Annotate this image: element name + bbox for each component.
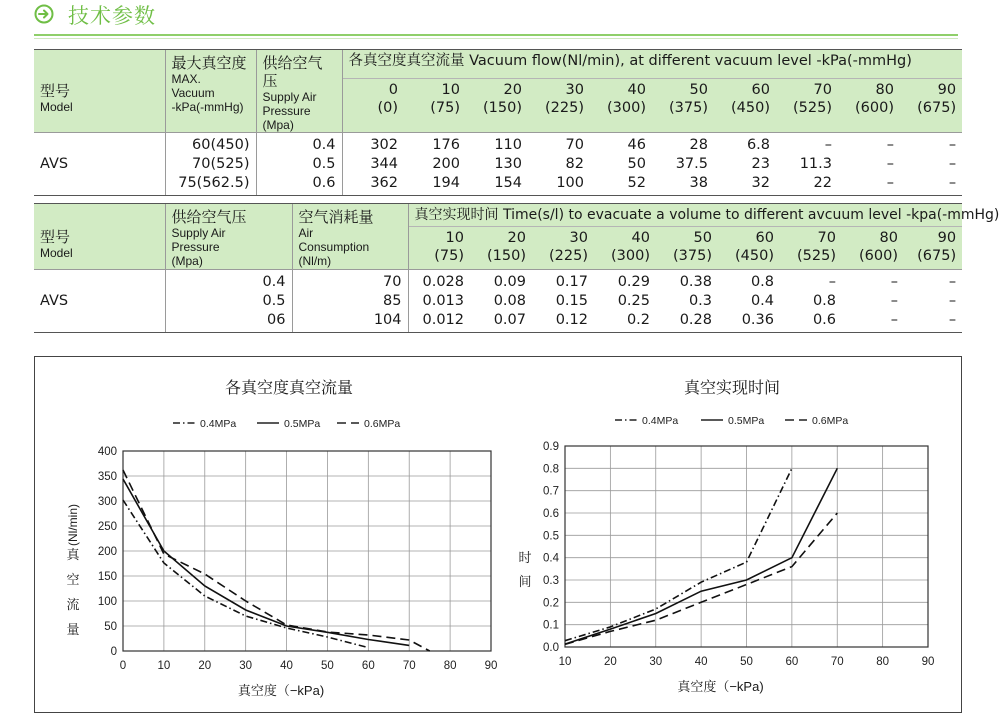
time-value: – [948, 293, 957, 309]
time-value: – [890, 274, 898, 290]
time-value: 0.08 [493, 293, 526, 309]
flow-level-mmhg: (225) [545, 99, 584, 116]
time-level-header-5 [718, 227, 780, 270]
max-vacuum-value: 70(525) [192, 156, 250, 172]
flow-value: – [948, 137, 957, 153]
flow-level-kpa: 0 [388, 81, 398, 98]
time-value: 0.28 [679, 312, 712, 328]
flow-level-header-1 [404, 78, 466, 132]
flow-value: 50 [627, 156, 646, 172]
chart-title: 真空实现时间 [683, 380, 781, 397]
flow-level-mmhg: (375) [669, 99, 708, 116]
max-vacuum-header-en-1: MAX. [171, 72, 201, 86]
time-values-col-8 [904, 270, 962, 333]
time-value: 0.15 [555, 293, 588, 309]
time-value: 0.8 [750, 274, 774, 290]
time-level-mmhg: (300) [611, 248, 650, 264]
flow-level-mmhg: (525) [793, 99, 832, 116]
time-level-kpa: 70 [817, 230, 836, 246]
vacuum-flow-table [34, 49, 962, 196]
time-level-mmhg: (75) [434, 248, 464, 264]
flow-level-kpa: 80 [875, 81, 894, 98]
supply-pressure-value: 0.6 [312, 175, 336, 191]
air-consumption-value: 104 [373, 312, 402, 328]
air-consumption-value: 85 [383, 293, 402, 309]
x-tick-label: 60 [785, 656, 799, 668]
flow-value: – [886, 137, 894, 153]
air-consumption-values [292, 270, 408, 333]
flow-level-header-2 [466, 78, 528, 132]
max-vacuum-value: 60(450) [192, 137, 250, 153]
chart-1 [66, 378, 497, 698]
y-tick-label: 300 [97, 496, 117, 508]
y-tick-label: 0 [110, 646, 117, 658]
x-tick-label: 40 [694, 656, 708, 668]
flow-level-mmhg: (75) [430, 99, 460, 116]
time-level-kpa: 90 [937, 230, 957, 246]
x-tick-label: 50 [321, 660, 334, 672]
time-level-header-2 [532, 227, 594, 270]
max-vacuum-header-en-3: -kPa(-mmHg) [171, 100, 244, 114]
y-tick-label: 0.8 [543, 463, 559, 476]
y-tick-label: 0.3 [543, 575, 559, 587]
time-values-col-3 [594, 270, 656, 333]
flow-value: – [824, 137, 832, 153]
supply-header-en-2-2: Pressure [171, 240, 220, 254]
x-tick-label: 80 [443, 660, 457, 672]
y-axis-label-char: 空 [66, 572, 80, 587]
x-tick-label: 50 [740, 656, 753, 668]
y-axis-label-char: 真 [66, 547, 80, 562]
flow-level-header-9 [900, 78, 962, 132]
supply-pressure-value: 0.4 [312, 137, 336, 153]
flow-level-header-3 [528, 78, 590, 132]
supply-pressure-values [256, 133, 342, 196]
flow-value: 344 [370, 156, 398, 172]
y-tick-label: 0.2 [543, 597, 559, 610]
flow-level-kpa: 40 [627, 81, 646, 98]
max-vacuum-header-en-2: Vacuum [171, 86, 215, 100]
flow-level-header-6 [714, 78, 776, 132]
flow-level-kpa: 70 [813, 81, 832, 98]
time-level-kpa: 40 [631, 230, 650, 246]
y-tick-label: 150 [97, 571, 117, 583]
supply-header-cn: 供给空气压 [262, 54, 323, 90]
time-values-col-7 [842, 270, 904, 333]
flow-value: 46 [627, 137, 646, 153]
arrow-circle-icon [34, 4, 54, 24]
y-axis-unit: (Nl/min) [66, 504, 80, 546]
flow-level-header-0 [342, 78, 404, 132]
model-name-2: AVS [40, 293, 69, 309]
x-tick-label: 30 [649, 656, 663, 668]
model-header-cn: 型号 [40, 82, 71, 100]
y-tick-label: 50 [104, 621, 117, 633]
supply-pressure-value: 06 [267, 312, 286, 328]
max-vacuum-header-cell [165, 50, 256, 133]
supply-header-cell-2 [165, 204, 292, 270]
x-axis-label: 真空度（−kPa) [677, 679, 764, 694]
supply-header-en-1: Supply Air [262, 90, 317, 104]
time-level-header-3 [594, 227, 656, 270]
y-tick-label: 200 [97, 546, 117, 558]
flow-level-mmhg: (0) [377, 99, 398, 116]
time-value: 0.12 [555, 312, 588, 328]
y-axis-label-char: 量 [66, 622, 80, 637]
flow-level-header-7 [776, 78, 838, 132]
time-level-header-1 [470, 227, 532, 270]
flow-level-header-4 [590, 78, 652, 132]
supply-pressure-values-2 [165, 270, 292, 333]
flow-values-col-4 [590, 133, 652, 196]
flow-level-mmhg: (675) [917, 99, 957, 116]
supply-header-en-2-1: Supply Air [171, 226, 226, 240]
time-value: 0.07 [493, 312, 526, 328]
flow-value: 11.3 [799, 156, 832, 172]
legend-label: 0.5MPa [728, 415, 765, 427]
flow-level-kpa: 10 [441, 81, 460, 98]
flow-value: 362 [370, 175, 398, 191]
time-value: 0.012 [422, 312, 464, 328]
series-line-0.6MPa [123, 470, 430, 651]
chart-2 [518, 378, 934, 694]
model-header-en: Model [40, 100, 73, 114]
time-level-header-4 [656, 227, 718, 270]
time-value: 0.4 [750, 293, 774, 309]
x-tick-label: 90 [484, 660, 498, 672]
time-level-kpa: 80 [879, 230, 898, 246]
time-value: 0.25 [617, 293, 650, 309]
model-header-cn-2: 型号 [40, 227, 71, 246]
supply-header-en-3: (Mpa) [262, 118, 294, 132]
time-value: – [948, 312, 957, 328]
y-tick-label: 0.6 [543, 508, 559, 520]
flow-values-col-2 [466, 133, 528, 196]
supply-pressure-value: 0.4 [262, 274, 286, 290]
flow-value: 28 [689, 137, 708, 153]
time-value: 0.3 [688, 293, 712, 309]
air-consumption-header-en-1: Air [298, 226, 314, 240]
flow-value: 130 [494, 156, 522, 172]
time-value: 0.028 [422, 274, 464, 290]
flow-value: 22 [813, 175, 832, 191]
flow-values-col-6 [714, 133, 776, 196]
flow-value: – [948, 175, 957, 191]
time-level-header-0 [408, 227, 470, 270]
x-tick-label: 70 [830, 656, 844, 668]
flow-values-col-0 [342, 133, 404, 196]
time-value: 0.6 [812, 312, 836, 328]
time-value: 0.36 [741, 312, 774, 328]
flow-level-mmhg: (150) [483, 99, 522, 116]
time-value: 0.29 [617, 274, 650, 290]
flow-values-col-9 [900, 133, 962, 196]
flow-level-kpa: 50 [689, 81, 708, 98]
flow-level-mmhg: (300) [607, 99, 646, 116]
time-level-mmhg: (375) [673, 248, 712, 264]
air-consumption-header-cn: 空气消耗量 [298, 208, 374, 226]
supply-pressure-value: 0.5 [312, 156, 336, 172]
time-value: 0.17 [555, 274, 588, 290]
flow-level-kpa: 30 [565, 81, 584, 98]
flow-level-mmhg: (450) [731, 99, 770, 116]
y-tick-label: 250 [97, 521, 117, 533]
y-tick-label: 0.1 [543, 619, 559, 632]
max-vacuum-value: 75(562.5) [178, 175, 250, 191]
flow-level-header-5 [652, 78, 714, 132]
x-tick-label: 10 [558, 656, 572, 668]
evacuation-time-group-header: 真空实现时间 Time(s/l) to evacuate a volume to different avcuum level -kpa(-mmHg) [408, 204, 962, 227]
model-header-en-2: Model [40, 245, 73, 260]
time-level-header-7 [842, 227, 904, 270]
x-axis-label: 真空度（−kPa) [237, 683, 325, 698]
max-vacuum-values [165, 133, 256, 196]
supply-header-cell [256, 50, 342, 133]
y-tick-label: 0.4 [543, 552, 559, 565]
x-tick-label: 80 [876, 656, 890, 668]
y-axis-label-char: 流 [66, 597, 80, 612]
flow-values-col-8 [838, 133, 900, 196]
y-tick-label: 0.0 [543, 642, 559, 654]
flow-value: 37.5 [675, 156, 708, 172]
time-level-mmhg: (450) [735, 248, 774, 264]
time-level-kpa: 50 [693, 230, 712, 246]
flow-value: – [886, 156, 894, 172]
flow-values-col-7 [776, 133, 838, 196]
time-level-mmhg: (600) [859, 248, 898, 264]
y-axis-label-char: 时 [518, 550, 532, 565]
time-values-col-4 [656, 270, 718, 333]
flow-value: 6.8 [746, 137, 770, 153]
x-tick-label: 0 [119, 660, 127, 672]
y-tick-label: 0.7 [543, 485, 559, 498]
model-name: AVS [40, 156, 69, 172]
flow-level-header-8 [838, 78, 900, 132]
flow-level-kpa: 20 [503, 81, 522, 98]
x-tick-label: 90 [921, 656, 935, 668]
time-value: 0.013 [422, 293, 464, 309]
section-header [34, 0, 964, 40]
supply-pressure-value: 0.5 [262, 293, 286, 309]
air-consumption-header-en-2: Consumption [298, 240, 370, 254]
time-level-mmhg: (675) [917, 248, 957, 264]
flow-value: 52 [627, 175, 646, 191]
time-values-col-5 [718, 270, 780, 333]
time-values-col-6 [780, 270, 842, 333]
y-tick-label: 0.9 [543, 441, 559, 453]
x-tick-label: 60 [361, 660, 375, 672]
flow-value: 302 [370, 137, 398, 153]
time-level-mmhg: (525) [797, 248, 836, 264]
legend-label: 0.5MPa [284, 418, 321, 430]
time-level-kpa: 30 [569, 230, 588, 246]
title-divider-thin [34, 38, 958, 39]
model-header-cell [34, 50, 165, 133]
legend-label: 0.6MPa [812, 415, 849, 427]
flow-value: – [948, 156, 957, 172]
x-tick-label: 10 [157, 660, 171, 672]
flow-value: 70 [565, 137, 584, 153]
y-tick-label: 400 [97, 446, 117, 458]
series-line-0.4MPa [565, 468, 792, 640]
flow-level-kpa: 60 [751, 81, 770, 98]
supply-header-en-2: Pressure [262, 104, 311, 118]
series-line-0.5MPa [123, 479, 409, 645]
y-axis-label-char: 间 [518, 574, 532, 589]
air-consumption-header-cell [292, 204, 408, 270]
flow-value: 110 [494, 137, 522, 153]
max-vacuum-header-cn: 最大真空度 [171, 54, 247, 72]
flow-values-col-5 [652, 133, 714, 196]
flow-value: 176 [432, 137, 460, 153]
time-values-col-2 [532, 270, 594, 333]
time-value: – [890, 312, 898, 328]
supply-header-cn-2: 供给空气压 [171, 208, 247, 226]
time-value: – [948, 274, 957, 290]
x-tick-label: 70 [402, 660, 416, 672]
flow-value: 32 [751, 175, 770, 191]
x-tick-label: 20 [198, 660, 212, 672]
x-tick-label: 30 [239, 660, 253, 672]
time-values-col-0 [408, 270, 470, 333]
vacuum-flow-group-header: 各真空度真空流量 Vacuum flow(Nl/min), at different vacuum level -kPa(-mmHg) [342, 50, 962, 79]
time-level-header-8 [904, 227, 962, 270]
flow-level-kpa: 90 [937, 81, 957, 98]
title-divider [34, 34, 958, 36]
model-header-cell-2 [34, 204, 165, 270]
legend-label: 0.4MPa [642, 415, 679, 427]
air-consumption-header-en-3: (Nl/m) [298, 254, 332, 268]
y-tick-label: 0.5 [543, 530, 559, 543]
legend-label: 0.4MPa [200, 418, 237, 430]
time-level-kpa: 20 [507, 230, 526, 246]
legend-label: 0.6MPa [364, 418, 401, 430]
time-value: 0.2 [626, 312, 650, 328]
chart-title: 各真空度真空流量 [224, 380, 354, 397]
flow-value: 154 [494, 175, 522, 191]
time-value: – [828, 274, 836, 290]
model-cell [34, 133, 165, 196]
x-tick-label: 40 [280, 660, 293, 672]
y-tick-label: 350 [97, 471, 117, 483]
charts-panel [34, 356, 962, 713]
flow-value: 38 [689, 175, 708, 191]
time-level-mmhg: (150) [487, 248, 526, 264]
time-value: – [890, 293, 898, 309]
flow-values-col-1 [404, 133, 466, 196]
flow-value: – [886, 175, 894, 191]
flow-value: 23 [751, 156, 770, 172]
evacuation-time-table [34, 203, 1000, 333]
time-value: 0.09 [493, 274, 526, 290]
time-level-mmhg: (225) [549, 248, 588, 264]
flow-value: 100 [556, 175, 584, 191]
time-level-header-6 [780, 227, 842, 270]
section-title: 技术参数 [68, 4, 156, 28]
flow-level-mmhg: (600) [855, 99, 894, 116]
time-value: 0.8 [812, 293, 836, 309]
air-consumption-value: 70 [383, 274, 402, 290]
time-level-kpa: 60 [755, 230, 774, 246]
flow-value: 200 [432, 156, 460, 172]
supply-header-en-2-3: (Mpa) [171, 254, 203, 268]
y-tick-label: 100 [97, 596, 117, 608]
flow-value: 82 [565, 156, 584, 172]
time-value: 0.38 [679, 274, 712, 290]
charts-svg [35, 357, 961, 712]
model-cell-2 [34, 270, 165, 333]
time-level-kpa: 10 [445, 230, 464, 246]
time-values-col-1 [470, 270, 532, 333]
flow-value: 194 [432, 175, 460, 191]
x-tick-label: 20 [603, 656, 617, 668]
flow-values-col-3 [528, 133, 590, 196]
